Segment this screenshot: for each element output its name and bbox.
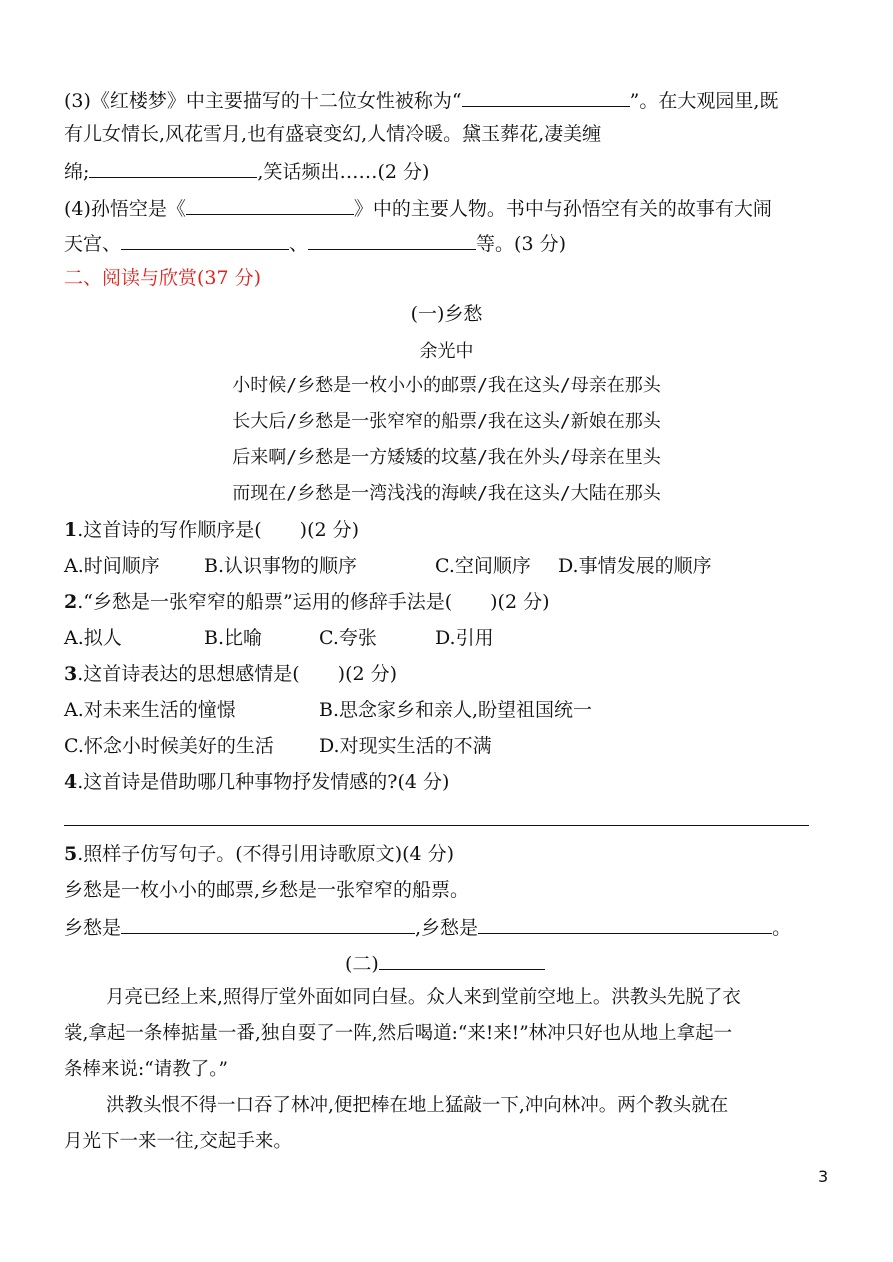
passage-text: 月亮已经上来,照得厅堂外面如同白昼。众人来到堂前空地上。洪教头先脱了衣 (106, 987, 741, 1008)
example-sentence: 乡愁是一枚小小的邮票,乡愁是一张窄窄的船票。 (64, 879, 470, 901)
answer-blank[interactable] (121, 230, 289, 250)
reading-question-3 (64, 662, 397, 686)
passage-text: 月光下一来一往,交起手来。 (64, 1131, 292, 1152)
page-number: 3 (818, 1167, 829, 1186)
question-3-text: (3)《红楼梦》中主要描写的十二位女性被称为“ (64, 90, 462, 112)
option-d[interactable]: D.事情发展的顺序 (558, 555, 712, 577)
answer-blank[interactable] (186, 195, 354, 215)
question-text: .“乡愁是一张窄窄的船票”运用的修辞手法是( )(2 分) (77, 591, 550, 613)
question-4-text-end: 等。(3 分) (476, 233, 566, 255)
question-3-line-2: 有儿女情长,风花雪月,也有盛衰变幻,人情冷暖。黛玉葬花,凄美缠 (64, 123, 602, 145)
question-number: 2 (64, 591, 78, 613)
option-a[interactable]: A.拟人 (64, 627, 122, 649)
question-4-line-1 (64, 195, 772, 221)
separator: 、 (289, 233, 309, 255)
fill-text: 乡愁是 (64, 917, 122, 939)
section-title: 二、阅读与欣赏(37 分) (64, 267, 262, 289)
fill-text: ,乡愁是 (415, 917, 479, 939)
question-3-text: 绵; (64, 161, 90, 183)
question-number: 3 (64, 663, 78, 685)
question-4-line-2 (64, 230, 566, 256)
question-4-text: (4)孙悟空是《 (64, 198, 186, 220)
option-a[interactable]: A.时间顺序 (64, 555, 160, 577)
poem-line: 小时候/乡愁是一枚小小的邮票/我在这头/母亲在那头 (232, 375, 661, 396)
fill-text: 。 (772, 917, 792, 939)
reading-question-5 (64, 842, 454, 866)
question-text: .照样子仿写句子。(不得引用诗歌原文)(4 分) (77, 843, 455, 865)
poem-line: 后来啊/乡愁是一方矮矮的坟墓/我在外头/母亲在里头 (232, 447, 661, 468)
passage-text: 洪教头恨不得一口吞了林冲,便把棒在地上猛敲一下,冲向林冲。两个教头就在 (106, 1095, 729, 1116)
poem-author: 余光中 (419, 341, 474, 362)
question-number: 5 (64, 843, 78, 865)
answer-blank[interactable] (308, 230, 476, 250)
poem-line: 而现在/乡愁是一湾浅浅的海峡/我在这头/大陆在那头 (232, 483, 661, 504)
question-number: 4 (64, 771, 78, 793)
question-4-text-cont: 》中的主要人物。书中与孙悟空有关的故事有大闹 (353, 198, 772, 220)
fill-sentence (64, 914, 791, 940)
question-text: .这首诗表达的思想感情是( )(2 分) (77, 663, 398, 685)
question-3-line-3 (64, 158, 429, 184)
passage-title-text: (二) (345, 953, 379, 975)
question-3-line-1 (64, 87, 778, 113)
question-text: .这首诗是借助哪几种事物抒发情感的?(4 分) (77, 771, 450, 793)
question-4-text: 天宫、 (64, 233, 122, 255)
reading-question-4 (64, 770, 449, 794)
option-b[interactable]: B.认识事物的顺序 (204, 555, 358, 577)
answer-blank[interactable] (462, 87, 630, 107)
option-d[interactable]: D.对现实生活的不满 (319, 735, 492, 757)
question-text: .这首诗的写作顺序是( )(2 分) (77, 519, 360, 541)
passage-text: 裳,拿起一条棒掂量一番,独自耍了一阵,然后喝道:“来!来!”林冲只好也从地上拿起一 (64, 1023, 733, 1044)
option-c[interactable]: C.怀念小时候美好的生活 (64, 735, 274, 757)
poem-part-title: (一)乡愁 (410, 303, 483, 325)
question-number: 1 (64, 519, 78, 541)
question-3-text-end: ,笑话频出……(2 分) (257, 161, 430, 183)
title-blank[interactable] (379, 950, 545, 970)
option-d[interactable]: D.引用 (435, 627, 494, 649)
option-c[interactable]: C.空间顺序 (435, 555, 531, 577)
answer-blank[interactable] (121, 914, 415, 934)
answer-line[interactable] (64, 825, 809, 826)
question-3-text-cont: ”。在大观园里,既 (629, 90, 779, 112)
option-c[interactable]: C.夸张 (319, 627, 377, 649)
answer-blank[interactable] (89, 158, 257, 178)
passage-text: 条棒来说:“请教了。” (64, 1059, 228, 1080)
passage-title (345, 950, 545, 976)
answer-blank[interactable] (478, 914, 772, 934)
option-b[interactable]: B.比喻 (204, 627, 263, 649)
reading-question-2 (64, 590, 549, 614)
option-b[interactable]: B.思念家乡和亲人,盼望祖国统一 (319, 699, 593, 721)
reading-question-1 (64, 518, 359, 542)
option-a[interactable]: A.对未来生活的憧憬 (64, 699, 236, 721)
poem-line: 长大后/乡愁是一张窄窄的船票/我在这头/新娘在那头 (232, 411, 661, 432)
